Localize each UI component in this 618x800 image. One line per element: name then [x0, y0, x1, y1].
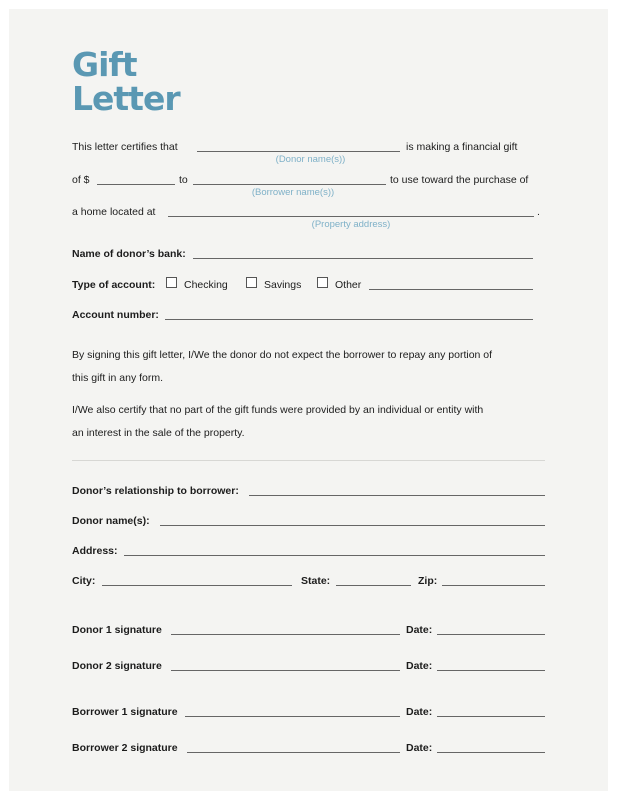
- donor-names-label: Donor name(s):: [72, 515, 150, 527]
- borrower-name-hint: (Borrower name(s)): [251, 187, 335, 198]
- borrower-1-date-label: Date:: [406, 706, 433, 718]
- borrower-1-signature-label: Borrower 1 signature: [72, 706, 178, 718]
- checking-label: Checking: [184, 279, 228, 291]
- donor-2-signature-label: Donor 2 signature: [72, 660, 162, 672]
- donor-1-signature-label: Donor 1 signature: [72, 624, 162, 636]
- zip-field[interactable]: [442, 585, 545, 586]
- zip-label: Zip:: [418, 575, 438, 587]
- borrower-1-signature-field[interactable]: [185, 716, 400, 717]
- amount-prefix: of $: [72, 174, 90, 186]
- property-address-field[interactable]: [168, 216, 534, 217]
- city-field[interactable]: [102, 585, 292, 586]
- borrower-2-date-field[interactable]: [437, 752, 545, 753]
- title-line-1: Gift: [72, 45, 137, 84]
- donor-1-signature-field[interactable]: [171, 634, 400, 635]
- city-label: City:: [72, 575, 96, 587]
- donor-1-date-field[interactable]: [437, 634, 545, 635]
- account-number-label: Account number:: [72, 309, 159, 321]
- borrower-name-field[interactable]: [193, 184, 386, 185]
- statement-1-line-2: this gift in any form.: [72, 372, 164, 384]
- statement-1-line-1: By signing this gift letter, I/We the donor do not expect the borrower to repay any portion of: [72, 349, 493, 361]
- donor-2-date-label: Date:: [406, 660, 433, 672]
- relationship-field[interactable]: [249, 495, 545, 496]
- document-page: [9, 9, 608, 791]
- state-field[interactable]: [336, 585, 411, 586]
- donor-1-date-label: Date:: [406, 624, 433, 636]
- borrower-1-date-field[interactable]: [437, 716, 545, 717]
- donor-2-date-field[interactable]: [437, 670, 545, 671]
- account-number-field[interactable]: [165, 319, 533, 320]
- borrower-2-signature-field[interactable]: [187, 752, 400, 753]
- section-divider: [72, 460, 545, 461]
- donor-2-signature-field[interactable]: [171, 670, 400, 671]
- donor-name-hint: (Donor name(s)): [275, 154, 346, 165]
- address-period: .: [537, 206, 540, 218]
- savings-label: Savings: [264, 279, 302, 291]
- checking-checkbox[interactable]: [166, 277, 177, 288]
- donor-names-field[interactable]: [160, 525, 545, 526]
- statement-2-line-1: I/We also certify that no part of the gift funds were provided by an individual or entity with: [72, 404, 484, 416]
- address-field[interactable]: [124, 555, 545, 556]
- other-account-field[interactable]: [369, 289, 533, 290]
- donor-name-field[interactable]: [197, 151, 400, 152]
- savings-checkbox[interactable]: [246, 277, 257, 288]
- borrower-2-signature-label: Borrower 2 signature: [72, 742, 178, 754]
- title-line-2: Letter: [72, 79, 180, 118]
- borrower-2-date-label: Date:: [406, 742, 433, 754]
- purpose-text: to use toward the purchase of: [390, 174, 529, 186]
- relationship-label: Donor’s relationship to borrower:: [72, 485, 239, 497]
- account-type-label: Type of account:: [72, 279, 156, 291]
- bank-name-field[interactable]: [193, 258, 533, 259]
- state-label: State:: [301, 575, 331, 587]
- bank-label: Name of donor’s bank:: [72, 248, 186, 260]
- to-label: to: [179, 174, 188, 186]
- statement-2-line-2: an interest in the sale of the property.: [72, 427, 245, 439]
- other-label: Other: [335, 279, 362, 291]
- home-located-text: a home located at: [72, 206, 156, 218]
- gift-amount-field[interactable]: [97, 184, 175, 185]
- certify-mid: is making a financial gift: [406, 141, 518, 153]
- other-checkbox[interactable]: [317, 277, 328, 288]
- certify-prefix: This letter certifies that: [72, 141, 178, 153]
- property-address-hint: (Property address): [311, 219, 391, 230]
- address-label: Address:: [72, 545, 118, 557]
